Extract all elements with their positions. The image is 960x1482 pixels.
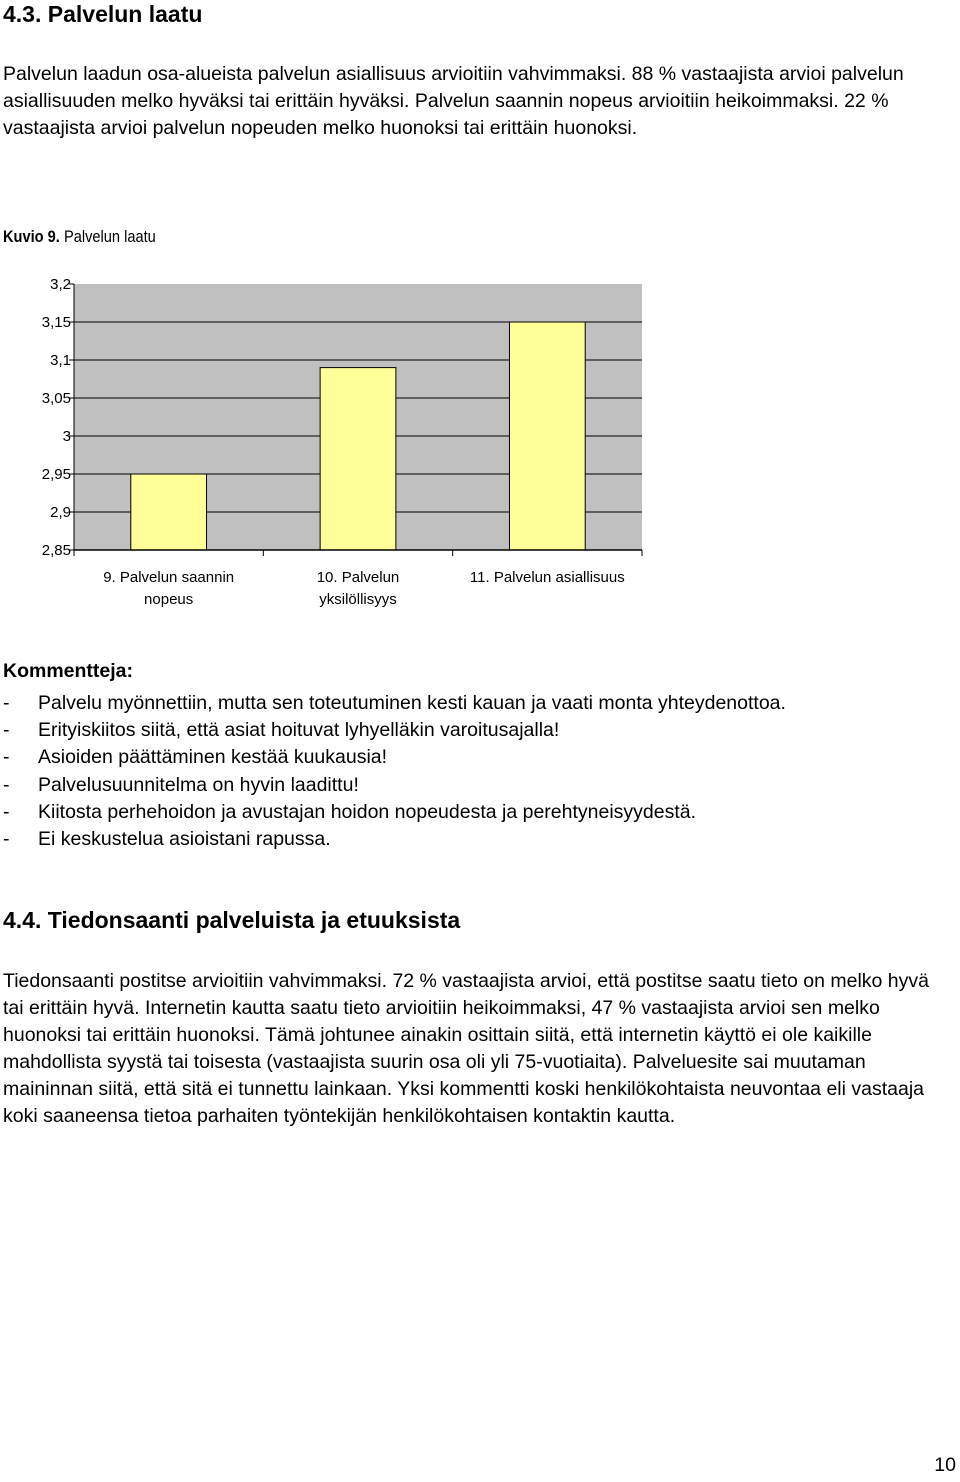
y-tick-label: 3,05 bbox=[41, 390, 71, 407]
y-tick-label: 3,15 bbox=[41, 314, 71, 331]
list-dash: - bbox=[3, 828, 10, 851]
x-tick-label: 10. Palvelun bbox=[316, 569, 400, 586]
y-tick-label: 2,85 bbox=[41, 542, 71, 559]
comment-item bbox=[3, 690, 786, 717]
y-tick-label: 3,2 bbox=[50, 276, 71, 293]
bar-chart-palvelun-laatu bbox=[0, 262, 700, 622]
y-tick-label: 3,1 bbox=[50, 352, 71, 369]
comment-item bbox=[3, 772, 786, 799]
comment-item bbox=[3, 717, 786, 744]
comment-text: Palvelusuunnitelma on hyvin laadittu! bbox=[38, 773, 359, 796]
x-tick-label: 9. Palvelun saannin bbox=[103, 569, 235, 586]
list-dash: - bbox=[3, 692, 10, 714]
bar bbox=[509, 322, 585, 550]
x-tick-label: yksilöllisyys bbox=[319, 591, 397, 608]
y-tick-label: 2,9 bbox=[50, 504, 71, 521]
comment-item bbox=[3, 744, 786, 771]
list-dash: - bbox=[3, 746, 10, 769]
y-tick-label: 2,95 bbox=[41, 466, 71, 483]
section-4-4-paragraph: Tiedonsaanti postitse arvioitiin vahvimmaksi. 72 % vastaajista arvioi, että postitse saatu tieto on melko hyvä tai erittäin hyvä. Internetin kautta saatu tieto arvioitiin heikoimmaksi, 47 % vastaajista arvioi sen melko huonoksi tai erittäin huonoksi. Tämä johtunee ainakin osittain siitä, että internetin käyttö ei ole kaikille mahdollista syystä tai toisesta (vastaajista suurin osa oli yli 75-vuotiaita). Palveluesite sai muutaman maininnan siitä, että sitä ei tunnettu lainkaan. Yksi kommentti koski henkilökohtaista neuvontaa eli vastaaja koki saaneensa tietoa parhaiten työntekijän henkilökohtaisen kontaktin kautta. bbox=[3, 970, 929, 1127]
x-tick-label: nopeus bbox=[144, 591, 194, 608]
comments-list bbox=[3, 690, 786, 853]
figure-caption-text: Palvelun laatu bbox=[63, 227, 156, 246]
y-tick-label: 3 bbox=[62, 428, 71, 445]
section-4-3-paragraph: Palvelun laadun osa-alueista palvelun asiallisuus arvioitiin vahvimmaksi. 88 % vastaajista arvioi palvelun asiallisuuden melko hyväksi tai erittäin hyväksi. Palvelun saannin nopeus arvioitiin heikoimmaksi. 22 % vastaajista arvioi palvelun nopeuden melko huonoksi tai erittäin huonoksi. bbox=[3, 63, 904, 139]
figure-caption bbox=[3, 226, 156, 248]
list-dash: - bbox=[3, 800, 10, 823]
comment-text: Erityiskiitos siitä, että asiat hoituvat lyhyelläkin varoitusajalla! bbox=[38, 719, 560, 742]
section-heading-4-3: 4.3. Palvelun laatu bbox=[3, 1, 203, 27]
page-number: 10 bbox=[934, 1454, 956, 1476]
comment-text: Ei keskustelua asioistani rapussa. bbox=[38, 828, 331, 851]
bar bbox=[320, 368, 396, 550]
x-tick-label: 11. Palvelun asiallisuus bbox=[469, 569, 625, 586]
list-dash: - bbox=[3, 773, 10, 796]
list-dash: - bbox=[3, 719, 10, 742]
comments-title: Kommentteja: bbox=[3, 660, 134, 682]
bar bbox=[131, 474, 207, 550]
comment-text: Kiitosta perhehoidon ja avustajan hoidon nopeudesta ja perehtyneisyydestä. bbox=[38, 800, 697, 823]
comment-text: Palvelu myönnettiin, mutta sen toteutuminen kesti kauan ja vaati monta yhteydenottoa. bbox=[38, 692, 786, 714]
figure-caption-label: Kuvio 9. bbox=[3, 227, 60, 246]
chart-y-tick-labels bbox=[42, 276, 71, 559]
comment-item bbox=[3, 799, 786, 826]
comment-text: Asioiden päättäminen kestää kuukausia! bbox=[38, 746, 388, 769]
comment-item bbox=[3, 826, 786, 853]
chart-x-tick-labels bbox=[103, 569, 625, 608]
section-heading-4-4: 4.4. Tiedonsaanti palveluista ja etuuksista bbox=[3, 907, 461, 933]
